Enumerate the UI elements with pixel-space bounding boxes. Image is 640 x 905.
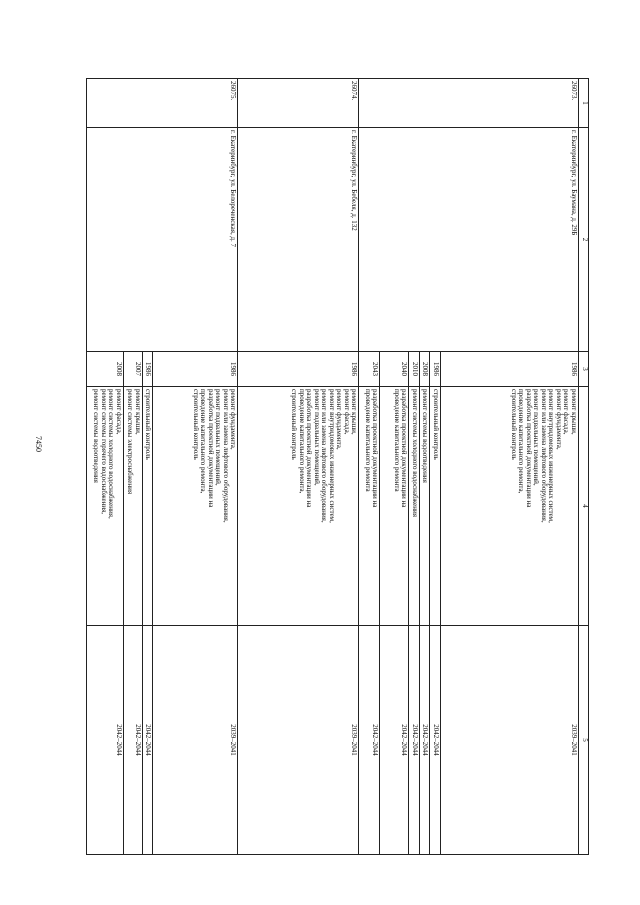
table-row [153,79,238,855]
year-cell: 1986 [153,352,238,387]
page-number-text: 7450 [34,436,43,452]
year-cell: 1986 [430,352,441,387]
table-container [89,78,589,849]
period-cell: 2042–2044 [420,626,431,855]
header-col-2: 2 [579,128,589,352]
period-cell: 2042–2044 [409,626,420,855]
work-cell: ремонт фасада, ремонт системы холодного водоснабжения, ремонт системы горячего водоснабжения, ремонт системы водоотведения [87,387,124,626]
header-col-5: 5 [579,626,589,855]
work-cell: ремонт системы водоотведения [420,387,431,626]
period-cell: 2042–2044 [380,626,409,855]
record-id: 26073. [359,79,579,128]
period-cell: 2042–2044 [87,626,124,855]
work-cell: строительный контроль [143,387,154,626]
period-cell: 2039–2041 [153,626,238,855]
work-cell: ремонт крыши, ремонт фасада, ремонт фундамента, ремонт внутридомовых инженерных систем, ремонт или замена лифтового оборудования, ремонт подвальных помещений, разработка проектной документации на проведение капитального ремонта, строительный контроль [441,387,579,626]
record-id: 26074. [238,79,359,128]
year-cell: 1986 [441,352,579,387]
work-cell: ремонт системы холодного водоснабжения [409,387,420,626]
year-cell: 1986 [143,352,154,387]
repair-schedule-table [86,78,589,855]
work-cell: разработка проектной документации на проведение капитального ремонта [380,387,409,626]
year-cell: 2043 [359,352,380,387]
work-cell: ремонт фундамента, ремонт или замена лифтового оборудования, ремонт подвальных помещений, разработка проектной документации на проведение капитального ремонта, строительный контроль [153,387,238,626]
period-cell: 2039–2041 [238,626,359,855]
year-cell: 2008 [87,352,124,387]
header-row [579,79,589,855]
period-cell: 2042–2044 [143,626,154,855]
record-address: г. Екатеринбург, ул. Белореченская, д. 7 [87,128,239,352]
record-address: г. Екатеринбург, ул. Бауманa, д. 29Б [359,128,579,352]
period-cell: 2042–2044 [359,626,380,855]
year-cell: 2008 [420,352,431,387]
period-cell: 2039–2041 [441,626,579,855]
work-cell: ремонт крыши, ремонт фасада, ремонт фундамента, ремонт внутридомовых инженерных систем, ремонт или замена лифтового оборудования, ремонт подвальных помещений, разработка проектной документации на проведение капитального ремонта, строительный контроль [238,387,359,626]
header-col-1: 1 [579,79,589,128]
year-cell: 2010 [409,352,420,387]
year-cell: 2040 [380,352,409,387]
period-cell: 2042–2044 [430,626,441,855]
record-address: г. Екатеринбург, ул. Бебеля, д. 132 [238,128,359,352]
work-cell: разработка проектной документации на проведение капитального ремонта [359,387,380,626]
period-cell: 2042–2044 [124,626,143,855]
table-row [238,79,359,855]
table-row [441,79,579,855]
record-id: 26075. [87,79,239,128]
year-cell: 2007 [124,352,143,387]
year-cell: 1986 [238,352,359,387]
page-number [0,436,43,466]
header-col-4: 4 [579,387,589,626]
work-cell: строительный контроль [430,387,441,626]
header-col-3: 3 [579,352,589,387]
work-cell: ремонт крыши, ремонт системы электроснабжения [124,387,143,626]
